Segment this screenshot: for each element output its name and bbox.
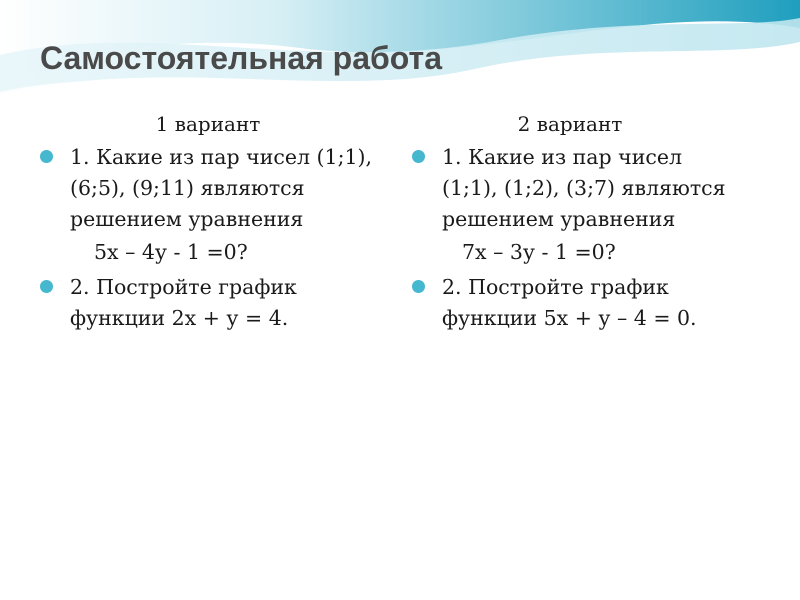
task-line: решением уравнения <box>442 207 676 231</box>
bullet-icon <box>40 150 53 163</box>
variant-1-column <box>38 112 388 334</box>
variant-1-task-2 <box>38 272 388 334</box>
task-line: (1;1), (1;2), (3;7) являются <box>442 176 726 200</box>
task-line: функции 2х + у = 4. <box>70 306 289 330</box>
task-line: функции 5х + у – 4 = 0. <box>442 306 697 330</box>
variant-2-task-1 <box>410 142 760 235</box>
slide-title: Самостоятельная работа <box>40 40 442 76</box>
task-line: 1. Какие из пар чисел <box>442 145 683 169</box>
task-line: (6;5), (9;11) являются <box>70 176 305 200</box>
variant-1-task-1 <box>38 142 388 235</box>
variant-2-column <box>410 112 760 334</box>
variant-2-heading: 2 вариант <box>517 112 623 136</box>
bullet-icon <box>40 280 53 293</box>
task-line: решением уравнения <box>70 207 304 231</box>
variant-1-equation: 5х – 4у - 1 =0? <box>94 240 248 264</box>
bullet-icon <box>412 150 425 163</box>
task-line: 2. Постройте график <box>70 275 297 299</box>
variant-2-equation: 7х – 3у - 1 =0? <box>462 240 616 264</box>
variant-2-task-2 <box>410 272 760 334</box>
task-line: 1. Какие из пар чисел (1;1), <box>70 145 373 169</box>
variant-1-heading: 1 вариант <box>155 112 261 136</box>
bullet-icon <box>412 280 425 293</box>
task-line: 2. Постройте график <box>442 275 669 299</box>
